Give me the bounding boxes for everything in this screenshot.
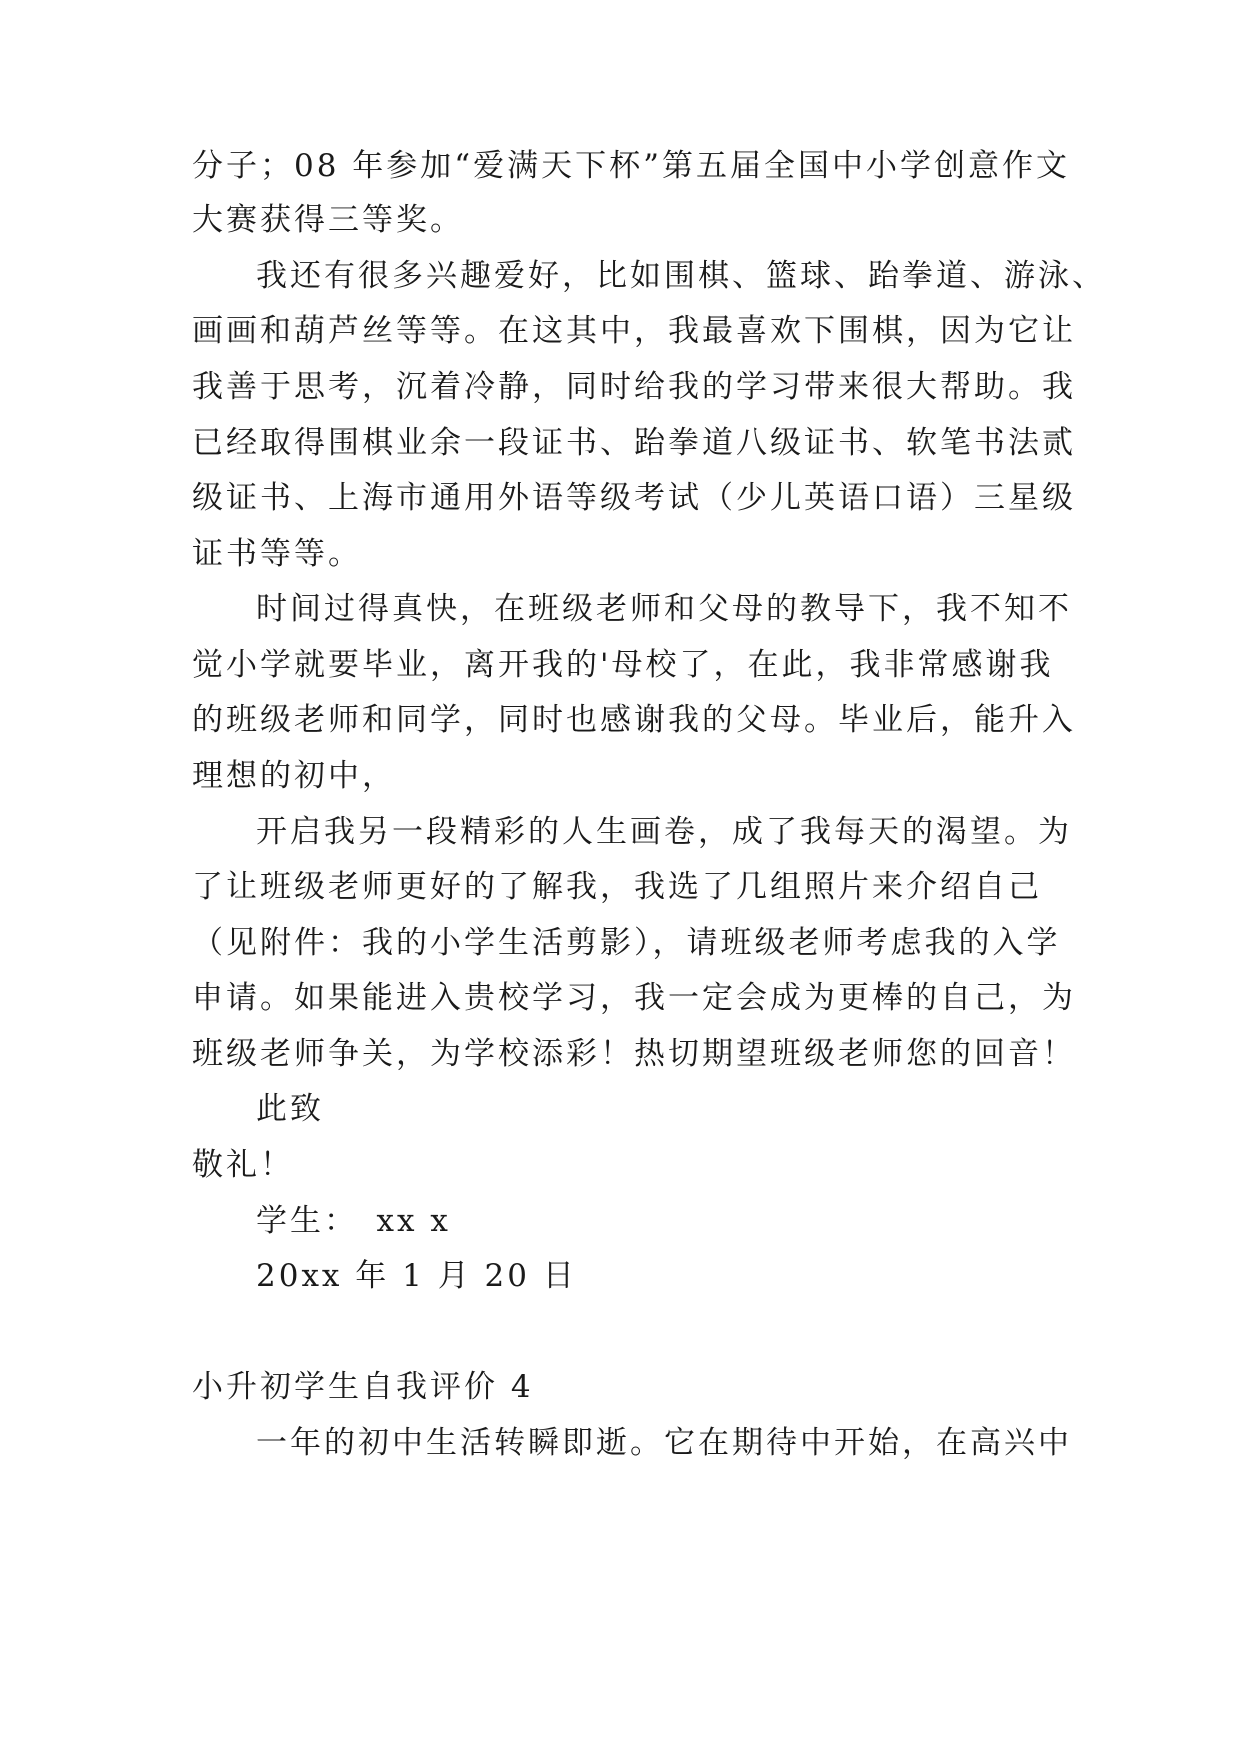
text-line: 分子；08 年参加“爱满天下杯”第五届全国中小学创意作文 [192, 148, 1070, 184]
closing-regards: 敬礼！ [192, 1147, 294, 1183]
text-line: 班级老师争关，为学校添彩！热切期望班级老师您的回音！ [192, 1036, 1076, 1072]
signature-date: 20xx 年 1 月 20 日 [256, 1258, 577, 1294]
text-line: 画画和葫芦丝等等。在这其中，我最喜欢下围棋，因为它让 [192, 313, 1076, 349]
signature-student: 学生： xx x [256, 1203, 451, 1239]
paragraph-start: 我还有很多兴趣爱好，比如围棋、篮球、跆拳道、游泳、 [256, 258, 1106, 294]
text-line: 级证书、上海市通用外语等级考试（少儿英语口语）三星级 [192, 480, 1076, 516]
text-line: 觉小学就要毕业，离开我的'母校了，在此，我非常感谢我 [192, 647, 1054, 683]
paragraph-start: 开启我另一段精彩的人生画卷，成了我每天的渴望。为 [256, 814, 1072, 850]
text-line: （见附件：我的小学生活剪影），请班级老师考虑我的入学 [192, 925, 1061, 961]
paragraph-start: 时间过得真快，在班级老师和父母的教导下，我不知不 [256, 591, 1072, 627]
text-line: 大赛获得三等奖。 [192, 202, 464, 238]
text-line: 的班级老师和同学，同时也感谢我的父母。毕业后，能升入 [192, 702, 1076, 738]
closing-salutation: 此致 [256, 1091, 324, 1127]
text-line: 申请。如果能进入贵校学习，我一定会成为更棒的自己，为 [192, 980, 1076, 1016]
text-line: 理想的初中， [192, 758, 396, 794]
text-line: 我善于思考，沉着冷静，同时给我的学习带来很大帮助。我 [192, 369, 1076, 405]
paragraph-start: 一年的初中生活转瞬即逝。它在期待中开始，在高兴中 [256, 1425, 1072, 1461]
section-heading: 小升初学生自我评价 4 [192, 1369, 534, 1405]
text-line: 证书等等。 [192, 536, 362, 572]
text-line: 了让班级老师更好的了解我，我选了几组照片来介绍自己 [192, 869, 1042, 905]
text-line: 已经取得围棋业余一段证书、跆拳道八级证书、软笔书法贰 [192, 425, 1076, 461]
